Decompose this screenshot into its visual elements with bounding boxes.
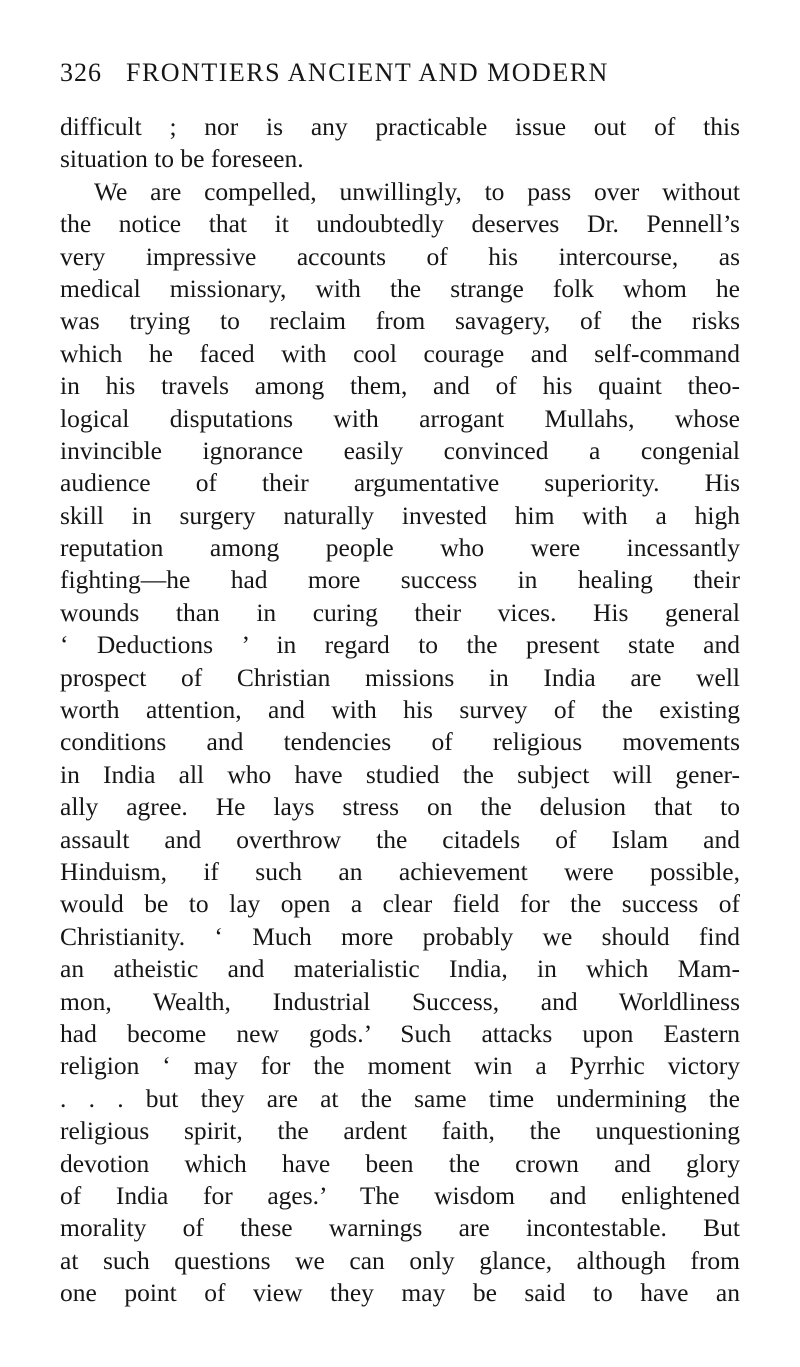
text-line: ally agree. He lays stress on the delusion that to bbox=[60, 792, 740, 822]
text-line: an atheistic and materialistic India, in which Mam- bbox=[60, 954, 740, 984]
text-line: reputation among people who were incessantly bbox=[60, 533, 740, 563]
body-text bbox=[60, 111, 740, 1309]
text-line: very impressive accounts of his intercourse, as bbox=[60, 241, 740, 271]
text-line: in his travels among them, and of his quaint theo- bbox=[60, 371, 740, 401]
running-header bbox=[60, 57, 740, 89]
text-line: mon, Wealth, Industrial Success, and Worldliness bbox=[60, 986, 740, 1016]
text-line: situation to be foreseen. bbox=[60, 144, 304, 174]
text-line: wounds than in curing their vices. His general bbox=[60, 597, 740, 627]
text-line: invincible ignorance easily convinced a congenial bbox=[60, 435, 740, 465]
text-line: religion ‘ may for the moment win a Pyrrhic victory bbox=[60, 1051, 740, 1081]
text-line: of India for ages.’ The wisdom and enlightened bbox=[60, 1180, 740, 1210]
text-line: was trying to reclaim from savagery, of the risks bbox=[60, 306, 740, 336]
page-number: 326 bbox=[60, 58, 102, 87]
text-line: medical missionary, with the strange folk whom he bbox=[60, 273, 740, 303]
text-line: audience of their argumentative superiority. His bbox=[60, 468, 740, 498]
text-line: assault and overthrow the citadels of Islam and bbox=[60, 824, 740, 854]
text-line: fighting—he had more success in healing their bbox=[60, 565, 740, 595]
text-line: prospect of Christian missions in India are well bbox=[60, 662, 740, 692]
text-line: ‘ Deductions ’ in regard to the present state and bbox=[60, 630, 740, 660]
text-line: . . . but they are at the same time undermining the bbox=[60, 1083, 740, 1113]
text-line: one point of view they may be said to have an bbox=[60, 1278, 740, 1308]
text-line: devotion which have been the crown and glory bbox=[60, 1148, 740, 1178]
text-line: conditions and tendencies of religious movements bbox=[60, 727, 740, 757]
text-line: morality of these warnings are incontestable. But bbox=[60, 1213, 740, 1243]
text-line: We are compelled, unwillingly, to pass over without bbox=[94, 176, 740, 206]
text-line: difficult ; nor is any practicable issue out of this bbox=[60, 112, 740, 141]
running-title: FRONTIERS ANCIENT AND MODERN bbox=[126, 58, 609, 87]
text-line: skill in surgery naturally invested him with a high bbox=[60, 500, 740, 530]
text-line: in India all who have studied the subject will gener- bbox=[60, 759, 740, 789]
text-line: the notice that it undoubtedly deserves Dr. Pennell’s bbox=[60, 209, 740, 239]
text-line: religious spirit, the ardent faith, the unquestioning bbox=[60, 1116, 740, 1146]
text-line: would be to lay open a clear field for the success of bbox=[60, 889, 740, 919]
text-line: Christianity. ‘ Much more probably we should find bbox=[60, 921, 740, 951]
text-line: logical disputations with arrogant Mullahs, whose bbox=[60, 403, 740, 433]
text-line: had become new gods.’ Such attacks upon Eastern bbox=[60, 1018, 740, 1048]
text-line: which he faced with cool courage and self-command bbox=[60, 338, 740, 368]
text-line: worth attention, and with his survey of the existing bbox=[60, 695, 740, 725]
text-line: Hinduism, if such an achievement were possible, bbox=[60, 856, 740, 886]
text-line: at such questions we can only glance, although from bbox=[60, 1245, 740, 1275]
